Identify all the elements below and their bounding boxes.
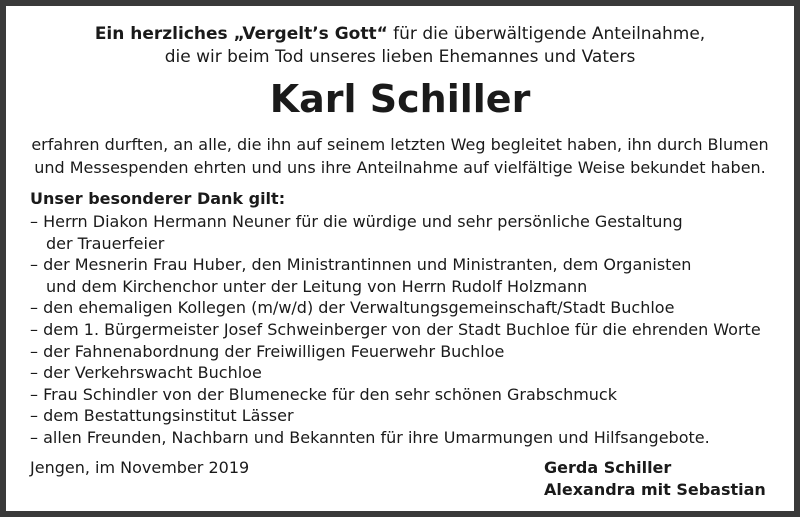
header-line-2: die wir beim Tod unseres lieben Ehemannes und Vaters	[164, 47, 636, 67]
thanks-item: – der Verkehrswacht Buchloe	[30, 363, 262, 383]
header-line-1-rest: für die überwältigende Anteilnahme,	[387, 24, 706, 44]
thanks-item: – dem Bestattungsinstitut Lässer	[30, 406, 294, 426]
thanks-item-continuation: der Trauerfeier	[46, 233, 165, 253]
thanks-heading: Unser besonderer Dank gilt:	[30, 189, 286, 208]
thanks-item-continuation: und dem Kirchenchor unter der Leitung von Herrn Rudolf Holzmann	[46, 276, 588, 296]
thanks-item: – Herrn Diakon Hermann Neuner für die würdige und sehr persönliche Gestaltung	[30, 212, 683, 231]
thanks-item: – dem 1. Bürgermeister Josef Schweinberger von der Stadt Buchloe für die ehrenden Worte	[30, 319, 761, 339]
intro-line: und Messespenden ehrten und uns ihre Anteilnahme auf vielfältige Weise bekundet haben.	[34, 158, 766, 177]
thanks-item: – allen Freunden, Nachbarn und Bekannten für ihre Umarmungen und Hilfsangebote.	[30, 427, 710, 447]
signer-name: Alexandra mit Sebastian	[544, 480, 766, 499]
thanks-list	[30, 211, 774, 449]
signer-name: Gerda Schiller	[544, 458, 672, 477]
intro-text	[6, 133, 794, 179]
thanks-item: – der Fahnenabordnung der Freiwilligen Feuerwehr Buchloe	[30, 341, 505, 361]
thanks-item: – den ehemaligen Kollegen (m/w/d) der Verwaltungsgemeinschaft/Stadt Buchloe	[30, 298, 675, 318]
deceased-name: Karl Schiller	[269, 77, 531, 121]
signers	[544, 457, 766, 501]
thanks-item: – der Mesnerin Frau Huber, den Ministrantinnen und Ministranten, dem Organisten	[30, 255, 692, 275]
header-line-1	[6, 24, 794, 44]
header-bold-phrase: Ein herzliches „Vergelt’s Gott“	[94, 24, 388, 44]
place-and-date: Jengen, im November 2019	[30, 458, 250, 477]
notice-content	[6, 6, 794, 511]
intro-line: erfahren durften, an alle, die ihn auf seinem letzten Weg begleitet haben, ihn durch Blumen	[31, 135, 769, 154]
thanks-item: – Frau Schindler von der Blumenecke für den sehr schönen Grabschmuck	[30, 384, 617, 404]
